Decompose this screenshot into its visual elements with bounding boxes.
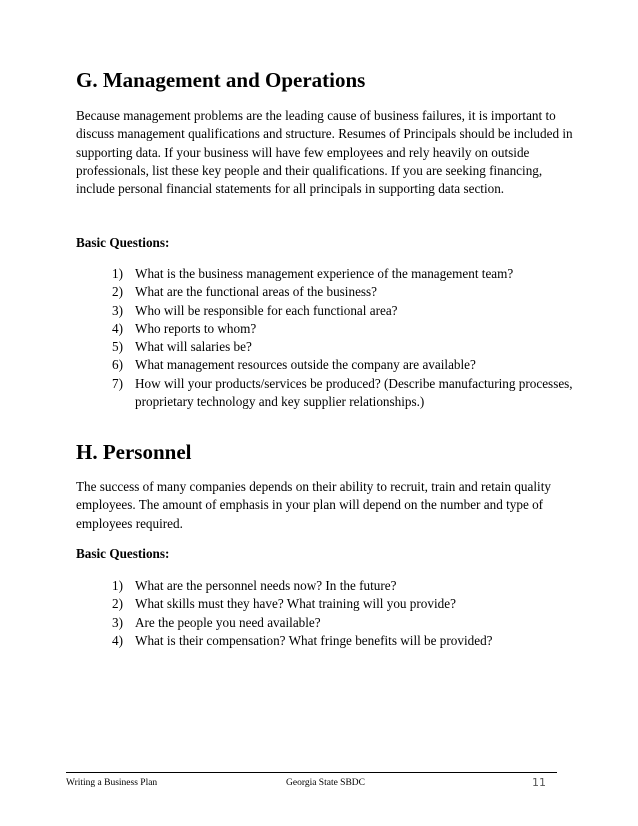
list-item-number: 4) xyxy=(112,320,123,336)
list-item xyxy=(112,614,582,632)
list-item-text: What management resources outside the company are available? xyxy=(135,357,476,373)
list-item-text: Who will be responsible for each functional area? xyxy=(135,302,398,318)
list-item-number: 3) xyxy=(112,302,123,318)
list-item-text: What are the functional areas of the business? xyxy=(135,284,378,300)
list-item-number: 4) xyxy=(112,632,123,648)
list-item-text: What are the personnel needs now? In the future? xyxy=(135,578,397,593)
list-item-text: What is the business management experience of the management team? xyxy=(135,266,514,281)
section-paragraph-management: Because management problems are the leading cause of business failures, it is important to discuss management qualifications and structure. Resumes of Principals should be included in supporting data. If your business will have few employees and rely heavily on outside professionals, list these key people and their qualifications. If you are seeking financing, include personal financial statements for all principals in supporting data section. xyxy=(76,108,573,197)
footer-document-title: Writing a Business Plan xyxy=(66,778,158,788)
list-item xyxy=(112,375,582,412)
list-item-text: What will salaries be? xyxy=(135,339,252,355)
list-item xyxy=(112,595,582,613)
list-item-number: 6) xyxy=(112,357,123,373)
section-heading-management: G. Management and Operations xyxy=(76,68,366,92)
page-number: 11 xyxy=(532,776,546,789)
list-item-text: What is their compensation? What fringe benefits will be provided? xyxy=(135,632,493,648)
list-item-number: 2) xyxy=(112,596,123,612)
list-item-number: 2) xyxy=(112,284,123,300)
footer-organization: Georgia State SBDC xyxy=(286,778,365,788)
list-item xyxy=(112,632,582,650)
list-item xyxy=(112,283,582,301)
section-paragraph-personnel: The success of many companies depends on their ability to recruit, train and retain quality employees. The amount of emphasis in your plan will depend on the number and type of employees required. xyxy=(76,479,551,531)
question-list-management xyxy=(112,265,582,411)
list-item xyxy=(112,265,582,283)
footer-divider xyxy=(66,772,557,773)
list-item xyxy=(112,577,582,595)
list-item xyxy=(112,320,582,338)
basic-questions-label-personnel: Basic Questions: xyxy=(76,546,170,561)
list-item xyxy=(112,338,582,356)
section-heading-personnel: H. Personnel xyxy=(76,440,192,464)
list-item-text: How will your products/services be produced? (Describe manufacturing processes, proprietary technology and key supplier relationships.) xyxy=(135,375,573,410)
list-item xyxy=(112,356,582,374)
list-item-text: What skills must they have? What training will you provide? xyxy=(135,596,456,612)
list-item-number: 3) xyxy=(112,614,123,630)
list-item-number: 1) xyxy=(112,266,123,281)
list-item-number: 1) xyxy=(112,578,123,593)
question-list-personnel xyxy=(112,577,582,650)
list-item-number: 7) xyxy=(112,375,123,391)
list-item-number: 5) xyxy=(112,339,123,355)
basic-questions-label-management: Basic Questions: xyxy=(76,235,170,250)
list-item xyxy=(112,302,582,320)
list-item-text: Who reports to whom? xyxy=(135,320,257,336)
list-item-text: Are the people you need available? xyxy=(135,614,321,630)
